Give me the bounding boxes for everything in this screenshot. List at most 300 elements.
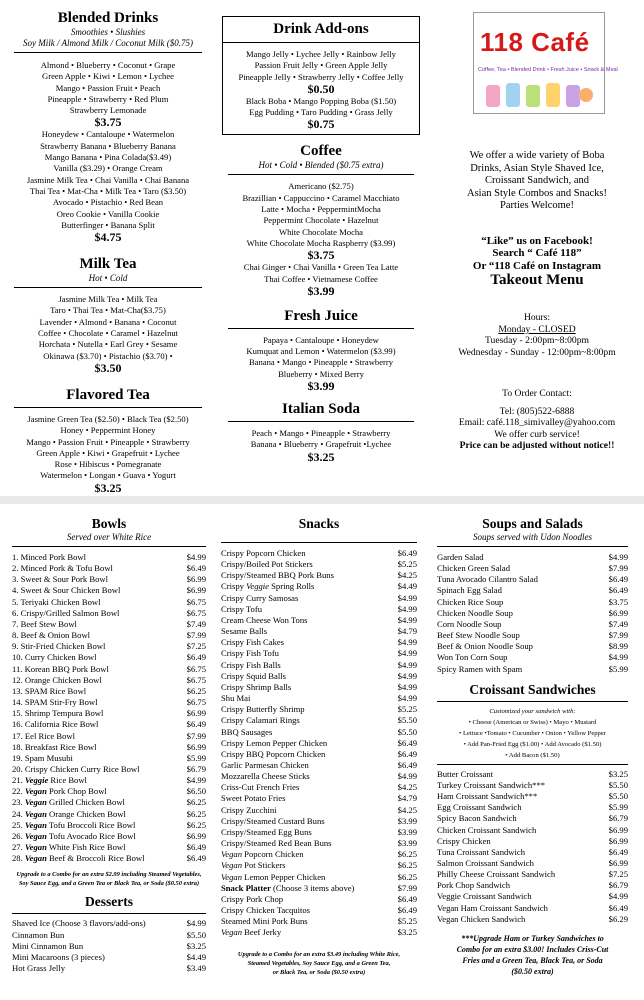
note-line: ***Upgrade Ham or Turkey Sandwiches to	[461, 933, 604, 943]
milktea-subtitle: Hot • Cold	[88, 273, 128, 284]
item-price: $6.49	[608, 574, 628, 585]
menu-row	[12, 930, 206, 941]
item-name: 18. Breakfast Rice Bowl	[12, 741, 97, 752]
vegan-label: Vegan	[221, 849, 243, 860]
juice-list	[222, 335, 420, 380]
item-name: Pork Chop Sandwich	[437, 880, 511, 891]
info-column	[436, 150, 638, 452]
menu-row	[12, 686, 206, 697]
divider	[14, 52, 202, 53]
item-price: $7.99	[608, 563, 628, 574]
item-price: $3.75	[608, 596, 628, 607]
item-name: Crispy Pork Chop	[221, 893, 284, 904]
item-name: 4. Sweet & Sour Chicken Bowl	[12, 585, 121, 596]
item-name: Crispy Tofu	[221, 603, 263, 614]
item-name: Shu Mai	[221, 693, 251, 704]
item-name: 17. Eel Rice Bowl	[12, 730, 76, 741]
menu-row	[437, 619, 628, 630]
menu-row	[221, 727, 417, 738]
croissant-custom-options	[437, 706, 628, 761]
menu-row	[221, 548, 417, 559]
menu-row	[12, 918, 206, 929]
menu-row	[221, 570, 417, 581]
item-price: $4.25	[397, 570, 417, 581]
item-price: $4.99	[397, 681, 417, 692]
divider	[228, 174, 414, 175]
menu-row	[221, 760, 417, 771]
list-line: Rose • Hibiscus • Pomegranate	[54, 459, 162, 470]
list-line: Black Boba • Mango Popping Boba ($1.50)	[245, 95, 397, 106]
list-line: Oreo Cookie • Vanilla Cookie	[56, 208, 160, 219]
item-name: Spicy Bacon Sandwich	[437, 813, 517, 824]
list-line: Banana • Blueberry • Grapefruit •Lychee	[250, 439, 392, 450]
addons-title: Drink Add-ons	[273, 21, 369, 37]
menu-row	[12, 952, 206, 963]
item-price: $6.49	[397, 748, 417, 759]
item-price: $6.49	[397, 893, 417, 904]
intro-line: Asian Style Combos and Snacks!	[467, 187, 607, 199]
bowls-combo-note	[12, 870, 206, 888]
juice-price: $3.99	[307, 379, 335, 394]
item-name: Crispy Chicken Tacquitos	[221, 905, 310, 915]
divider	[223, 42, 419, 43]
item-price: $6.99	[186, 585, 206, 596]
vegan-label: Vegan	[24, 819, 47, 830]
item-name: Crispy Veggie Spring Rolls	[221, 581, 315, 592]
list-line: Okinawa ($3.70) • Pistachio ($3.70) •	[43, 350, 173, 361]
intro-line: Drinks, Asian Style Shaved Ice,	[470, 162, 604, 174]
menu-row	[221, 860, 417, 871]
item-price: $6.99	[608, 857, 628, 868]
item-name: BBQ Sausages	[221, 726, 273, 737]
menu-row	[12, 585, 206, 596]
soups-title: Soups and Salads	[482, 516, 583, 531]
item-name: Chicken Noodle Soup	[437, 607, 513, 618]
vegan-label: Vegan	[24, 808, 47, 819]
note-line: Steamed Vegetables, Soy Sauce Egg, and a Green Tea,	[247, 960, 391, 968]
vegan-label: Vegan	[221, 871, 243, 882]
item-price: $4.99	[397, 603, 417, 614]
menu-row	[221, 682, 417, 693]
menu-row	[221, 838, 417, 849]
menu-row	[221, 715, 417, 726]
item-name: 14. SPAM Stir-Fry Bowl	[12, 697, 98, 708]
item-name: 23. Vegan Grilled Chicken Bowl	[12, 797, 125, 808]
item-name: Ham Croissant Sandwich***	[437, 791, 538, 802]
addons-price-2: $0.75	[307, 117, 335, 132]
item-name: Snack Platter (Choose 3 items above)	[221, 882, 355, 893]
vegan-label: Vegan	[221, 860, 243, 871]
list-line: Pineapple • Strawberry • Red Plum	[47, 93, 169, 104]
item-price: $6.79	[608, 813, 628, 824]
list-line: Pineapple Jelly • Strawberry Jelly • Coffee Jelly	[238, 71, 404, 82]
list-line: Chai Ginger • Chai Vanilla • Green Tea Latte	[243, 262, 399, 273]
item-price: $4.25	[397, 782, 417, 793]
vegan-label: Vegan	[24, 786, 47, 797]
item-name: Crispy Butterfly Shrimp	[221, 704, 305, 715]
item-name: Egg Croissant Sandwich	[437, 802, 522, 813]
menu-row	[437, 802, 628, 813]
item-price: $4.25	[397, 804, 417, 815]
snacks-column	[221, 516, 417, 977]
item-name: 13. SPAM Rice Bowl	[12, 685, 87, 696]
order-title: To Order Contact:	[502, 388, 572, 400]
menu-row	[437, 914, 628, 925]
item-price: $8.99	[608, 641, 628, 652]
item-name: 12. Orange Chicken Bowl	[12, 674, 102, 685]
list-line: Watermelon • Longan • Guava • Yogurt	[40, 470, 176, 481]
item-price: $5.50	[397, 726, 417, 737]
custom-line: • Lettuce •Tomato • Cucumber • Onion • Yellow Pepper	[459, 729, 606, 737]
item-price: $6.99	[608, 607, 628, 618]
vegan-label: Veggie	[24, 775, 49, 786]
menu-row	[437, 880, 628, 891]
item-name: Salmon Croissant Sandwich	[437, 857, 534, 868]
phone-number[interactable]: Tel: (805)522-6888	[499, 405, 575, 417]
item-price: $3.25	[186, 940, 206, 951]
item-name: 10. Curry Chicken Bowl	[12, 652, 97, 663]
hours-wed-sun: Wednesday - Sunday - 12:00pm~8:00pm	[458, 346, 616, 358]
blended-title: Blended Drinks	[57, 10, 159, 26]
menu-row	[221, 827, 417, 838]
custom-line: • Add Pan-Fried Egg ($1.00) • Add Avocado ($1.50)	[463, 740, 602, 748]
item-name: Garden Salad	[437, 552, 484, 562]
menu-row	[437, 825, 628, 836]
item-name: Tuna Avocado Cilantro Salad	[437, 574, 538, 585]
item-price: $7.99	[186, 730, 206, 741]
item-name: Butter Croissant	[437, 768, 494, 779]
item-price: $6.25	[186, 819, 206, 830]
item-price: $4.99	[397, 614, 417, 625]
item-name: Mini Macaroons (3 pieces)	[12, 951, 105, 962]
bowls-title: Bowls	[91, 516, 127, 531]
item-name: 21. Veggie Rice Bowl	[12, 775, 87, 786]
item-name: Crispy Shrimp Balls	[221, 681, 292, 692]
item-price: $4.99	[608, 652, 628, 663]
blended-price-1: $3.75	[94, 115, 122, 130]
menu-row	[221, 805, 417, 816]
list-line: Mango Jelly • Lychee Jelly • Rainbow Jelly	[246, 49, 396, 59]
menu-row	[221, 637, 417, 648]
item-price: $7.99	[186, 630, 206, 641]
menu-row	[221, 671, 417, 682]
item-name: Crispy Fish Balls	[221, 659, 281, 670]
menu-row	[437, 869, 628, 880]
addons-list-2	[223, 96, 419, 119]
menu-row	[437, 780, 628, 791]
item-name: 7. Beef Stew Bowl	[12, 618, 77, 629]
menu-row	[12, 664, 206, 675]
item-price: $4.99	[397, 648, 417, 659]
flavored-list	[8, 414, 208, 482]
soda-price: $3.25	[307, 449, 335, 464]
item-price: $3.99	[397, 815, 417, 826]
item-price: $6.49	[186, 652, 206, 663]
divider	[228, 328, 414, 329]
item-price: $6.49	[186, 853, 206, 864]
logo-wordmark: 118 Café	[480, 27, 590, 57]
blended-list-1	[8, 60, 208, 116]
item-price: $4.99	[608, 552, 628, 562]
menu-row	[221, 593, 417, 604]
item-name: Sweet Potato Fries	[221, 793, 286, 804]
item-price: $5.50	[608, 791, 628, 802]
item-price: $6.49	[608, 902, 628, 913]
item-name: 2. Minced Pork & Tofu Bowl	[12, 563, 113, 574]
item-price: $6.50	[186, 786, 206, 797]
item-name: Beef & Onion Noodle Soup	[437, 641, 533, 652]
milktea-price: $3.50	[94, 360, 122, 375]
custom-line: Customized your sandwich with:	[489, 707, 576, 715]
item-price: $4.49	[397, 581, 417, 592]
item-price: $6.75	[186, 607, 206, 618]
item-price: $4.79	[397, 793, 417, 804]
list-line: Jasmine Milk Tea • Milk Tea	[58, 294, 158, 305]
drink-cups-icon	[482, 77, 596, 111]
coffee-title: Coffee	[300, 143, 342, 160]
list-line: Blueberry • Mixed Berry	[278, 368, 364, 379]
item-price: $6.99	[186, 708, 206, 719]
hours-tuesday: Tuesday - 2:00pm~8:00pm	[485, 335, 589, 347]
intro-line: Croissant Sandwich, and	[484, 175, 590, 187]
hours-title: Hours:	[523, 312, 551, 324]
item-price: $6.25	[186, 808, 206, 819]
item-price: $6.49	[397, 548, 417, 558]
menu-row	[221, 883, 417, 894]
item-price: $4.99	[186, 775, 206, 786]
soups-column	[437, 516, 628, 977]
list-line: Strawberry Banana • Blueberry Banana	[40, 140, 176, 151]
platter-label: Snack Platter	[221, 882, 271, 893]
item-price: $6.99	[186, 830, 206, 841]
item-name: Crispy/Boiled Pot Stickers	[221, 559, 313, 570]
item-name: Criss-Cut French Fries	[221, 782, 300, 793]
list-line: Peach • Mango • Pineapple • Strawberry	[251, 428, 391, 439]
menu-row	[437, 574, 628, 585]
item-name: 19. Spam Musubi	[12, 752, 73, 763]
item-name: Tuna Croissant Sandwich	[437, 846, 526, 857]
list-line: Mango • Passion Fruit • Pineapple • Strawberry	[26, 436, 190, 447]
menu-row	[12, 831, 206, 842]
menu-row	[221, 793, 417, 804]
menu-row	[12, 608, 206, 619]
menu-row	[437, 585, 628, 596]
menu-row	[221, 738, 417, 749]
note-line: Upgrade to a Combo for an extra $3.49 including White Rice,	[237, 951, 401, 959]
email-address[interactable]: Email: café.118_simivalley@yahoo.com	[458, 417, 616, 429]
flavored-title: Flavored Tea	[66, 386, 150, 403]
item-price: $7.49	[608, 618, 628, 629]
menu-row	[12, 941, 206, 952]
item-price: $5.50	[186, 929, 206, 940]
item-name: 20. Crispy Chicken Curry Rice Bowl	[12, 763, 140, 774]
item-price: $7.99	[608, 630, 628, 641]
item-name: 16. California Rice Bowl	[12, 719, 99, 730]
item-price: $6.79	[608, 880, 628, 891]
menu-row	[221, 660, 417, 671]
item-price: $4.99	[397, 637, 417, 648]
item-name: Crispy/Steamed Egg Buns	[221, 826, 312, 837]
item-name: 3. Sweet & Sour Pork Bowl	[12, 574, 108, 585]
item-price: $6.49	[397, 737, 417, 748]
menu-row	[221, 905, 417, 916]
item-name: Corn Noodle Soup	[437, 618, 502, 629]
item-price: $6.79	[186, 763, 206, 774]
list-line: Green Apple • Kiwi • Lemon • Lychee	[42, 71, 174, 82]
item-price: $5.99	[186, 752, 206, 763]
intro-text	[436, 150, 638, 213]
menu-row	[437, 563, 628, 574]
menu-row	[221, 916, 417, 927]
divider	[228, 421, 414, 422]
item-price: $4.79	[397, 626, 417, 637]
item-name: 27. Vegan White Fish Rice Bowl	[12, 842, 126, 853]
item-name: Cream Cheese Won Tons	[221, 614, 308, 625]
social-line: Search “ Café 118”	[492, 247, 582, 260]
snacks-table	[221, 548, 417, 938]
menu-row	[221, 704, 417, 715]
item-name: Crispy/Steamed BBQ Pork Buns	[221, 570, 334, 581]
item-price: $6.75	[186, 596, 206, 607]
item-name: Crispy Popcorn Chicken	[221, 548, 306, 558]
menu-row	[12, 853, 206, 864]
menu-row	[437, 641, 628, 652]
menu-row	[437, 903, 628, 914]
item-price: $6.49	[186, 563, 206, 574]
menu-row	[12, 675, 206, 686]
list-line: Taro • Thai Tea • Mat-Cha($3.75)	[50, 305, 166, 316]
note-line: Upgrade to a Combo for an extra $2.99 including Steamed Vegetables,	[16, 871, 202, 879]
item-name: Chicken Rice Soup	[437, 596, 504, 607]
note-line: Fries and a Green Tea, Black Tea, or Soda	[462, 955, 603, 965]
item-name: Crispy Lemon Pepper Chicken	[221, 737, 328, 748]
item-price: $6.99	[186, 741, 206, 752]
item-price: $3.49	[186, 963, 206, 973]
item-name: Spicy Ramen with Spam	[437, 663, 523, 674]
bowls-table	[12, 552, 206, 864]
logo-tagline: Coffee, Tea • Blended Drink • Fresh Juice • Snack & Meal	[478, 67, 618, 73]
blended-price-2: $4.75	[94, 230, 122, 245]
item-name: Turkey Croissant Sandwich***	[437, 779, 546, 790]
item-name: 6. Crispy/Grilled Salmon Bowl	[12, 607, 120, 618]
hours-monday: Monday - CLOSED	[498, 323, 576, 335]
vegan-label: Vegan	[24, 830, 47, 841]
flavored-price: $3.25	[94, 480, 122, 495]
item-name: Vegan Chicken Sandwich	[437, 913, 526, 924]
list-line: Egg Pudding • Taro Pudding • Grass Jelly	[249, 107, 393, 118]
item-name: Won Ton Corn Soup	[437, 652, 508, 663]
item-name: 28. Vegan Beef & Broccoli Rice Bowl	[12, 853, 145, 864]
list-line: Lavender • Almond • Banana • Coconut	[39, 316, 177, 327]
menu-row	[221, 849, 417, 860]
item-name: 15. Shrimp Tempura Bowl	[12, 708, 104, 719]
item-price: $6.29	[608, 913, 628, 924]
menu-row	[437, 858, 628, 869]
item-name: 8. Beef & Onion Bowl	[12, 630, 91, 641]
coffee-price-1: $3.75	[307, 248, 335, 263]
intro-line: We offer a wide variety of Boba	[469, 150, 605, 161]
menu-row	[12, 574, 206, 585]
item-name: Vegan Popcorn Chicken	[221, 849, 304, 860]
item-name: Mini Cinnamon Bun	[12, 940, 84, 951]
menu-row	[12, 708, 206, 719]
menu-row	[12, 797, 206, 808]
list-line: White Chocolate Mocha Raspberry ($3.99)	[246, 237, 396, 248]
menu-row	[12, 597, 206, 608]
juice-title: Fresh Juice	[284, 307, 358, 324]
item-name: Crispy Calamari Rings	[221, 715, 300, 726]
item-price: $4.99	[397, 670, 417, 681]
list-line: Peppermint Chocolate • Hazelnut	[263, 215, 379, 226]
item-price: $6.49	[397, 905, 417, 915]
snacks-combo-note	[221, 950, 417, 977]
contact	[436, 388, 638, 452]
list-line: Mango • Passion Fruit • Peach	[55, 82, 161, 93]
menu-row	[12, 630, 206, 641]
soups-table	[437, 552, 628, 675]
vegan-label: Vegan	[24, 853, 47, 864]
menu-row	[437, 552, 628, 563]
item-name: Vegan Beef Jerky	[221, 927, 282, 938]
item-name: Shaved Ice (Choose 3 flavors/add-ons)	[12, 918, 146, 929]
note-line: ($0.50 extra)	[511, 966, 554, 976]
vegan-label: Veggie	[246, 581, 269, 592]
item-price: $4.99	[397, 771, 417, 782]
addons-box	[222, 16, 420, 135]
menu-row	[12, 742, 206, 753]
item-price: $4.99	[186, 918, 206, 929]
vegan-label: Vegan	[24, 797, 47, 808]
item-name: Crispy Curry Samosas	[221, 592, 299, 603]
list-line: Kumquat and Lemon • Watermelon ($3.99)	[246, 346, 396, 357]
coffee-subtitle: Hot • Cold • Blended ($0.75 extra)	[258, 160, 384, 171]
item-price: $4.99	[186, 552, 206, 562]
menu-row	[437, 769, 628, 780]
item-price: $7.25	[608, 869, 628, 880]
bowls-subtitle: Served over White Rice	[66, 532, 152, 542]
menu-row	[437, 608, 628, 619]
drinks-middle-column	[222, 16, 420, 464]
menu-row	[437, 813, 628, 824]
divider	[437, 701, 628, 702]
item-name: Crispy Zucchini	[221, 804, 277, 815]
menu-row	[437, 597, 628, 608]
item-price: $6.25	[186, 685, 206, 696]
item-price: $3.99	[397, 838, 417, 849]
item-name: 22. Vegan Pork Chop Bowl	[12, 786, 107, 797]
note-line: Soy Sauce Egg, and a Green Tea or Black Tea, or Soda ($0.50 extra)	[18, 880, 200, 888]
blended-subtitle: Smoothies • Slushies	[70, 27, 146, 37]
coffee-list-1	[222, 181, 420, 249]
item-price: $6.49	[186, 719, 206, 730]
item-price: $3.25	[608, 768, 628, 779]
item-price: $6.49	[397, 759, 417, 770]
item-price: $5.50	[608, 779, 628, 790]
list-line: Banana • Mango • Pineapple • Strawberry	[248, 357, 394, 368]
menu-row	[221, 581, 417, 592]
soda-title: Italian Soda	[282, 401, 360, 418]
croissant-table	[437, 769, 628, 925]
menu-row	[221, 626, 417, 637]
list-line: Americano ($2.75)	[288, 181, 354, 192]
divider	[14, 407, 202, 408]
list-line: Papaya • Cantaloupe • Honeydew	[263, 334, 379, 345]
soups-subtitle: Soups served with Udon Noodles	[473, 532, 592, 542]
menu-row	[12, 775, 206, 786]
desserts-table	[12, 918, 206, 974]
menu-row	[437, 630, 628, 641]
menu-row	[221, 927, 417, 938]
